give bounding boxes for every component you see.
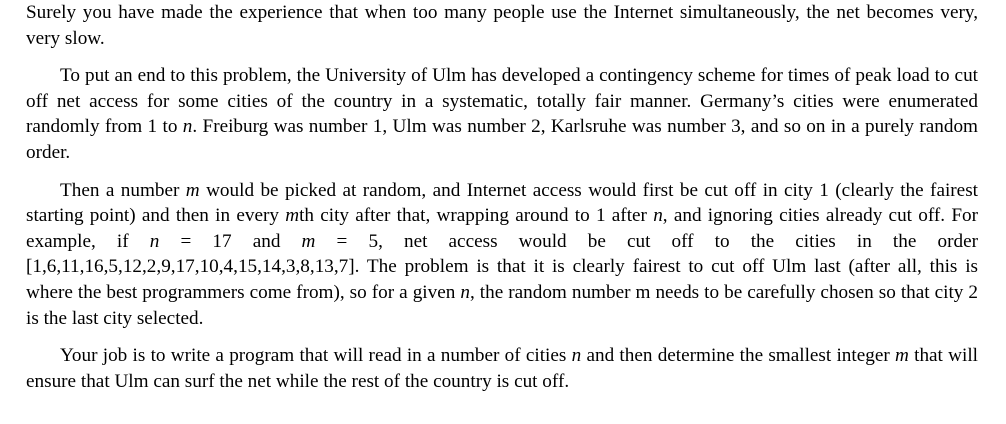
symbol-n: n (571, 345, 582, 367)
symbol-m: m (895, 345, 909, 367)
order-sequence: [1,6,11,16,5,12,2,9,17,10,4,15,14,3,8,13,7] (26, 256, 355, 278)
paragraph-1: Surely you have made the experience that when too many people use the Internet simultaneously, the net becomes very, very slow. (26, 2, 978, 49)
symbol-m: m (185, 179, 200, 201)
paragraph-3: Then a number m would be picked at random, and Internet access would first be cut off in city 1 (clearly the fairest starting point) and then in every mth city after that, wrapping around to 1 after n, and ignoring cities already cut off. For example, if n = 17 and m = 5, net access would be cut off to the cities in the order [1,6,11,16,5,12,2,9,17,10,4,15,14,3,8,13,7]. The problem is that it is clearly fairest to cut off Ulm last (after all, this is where the best programmers come from), so for a given n, the random number m needs to be carefully chosen so that city 2 is the last city selected. (26, 179, 979, 329)
symbol-m: m (285, 205, 300, 227)
symbol-n: n (149, 230, 160, 252)
paragraph-2: To put an end to this problem, the University of Ulm has developed a contingency scheme for times of peak load to cut off net access for some cities of the country in a systematic, totally fair manner. Germany’s cities were enumerated randomly from 1 to n. Freiburg was number 1, Ulm was number 2, Karlsruhe was number 3, and so on in a purely random order. (26, 65, 978, 163)
symbol-n: n (182, 116, 193, 138)
symbol-n: n (653, 205, 663, 227)
symbol-n: n (460, 281, 470, 303)
symbol-m: m (301, 230, 316, 252)
paragraph-4: Your job is to write a program that will read in a number of cities n and then determine the smallest integer m that will ensure that Ulm can surf the net while the rest of the country is cut off. (26, 345, 978, 392)
